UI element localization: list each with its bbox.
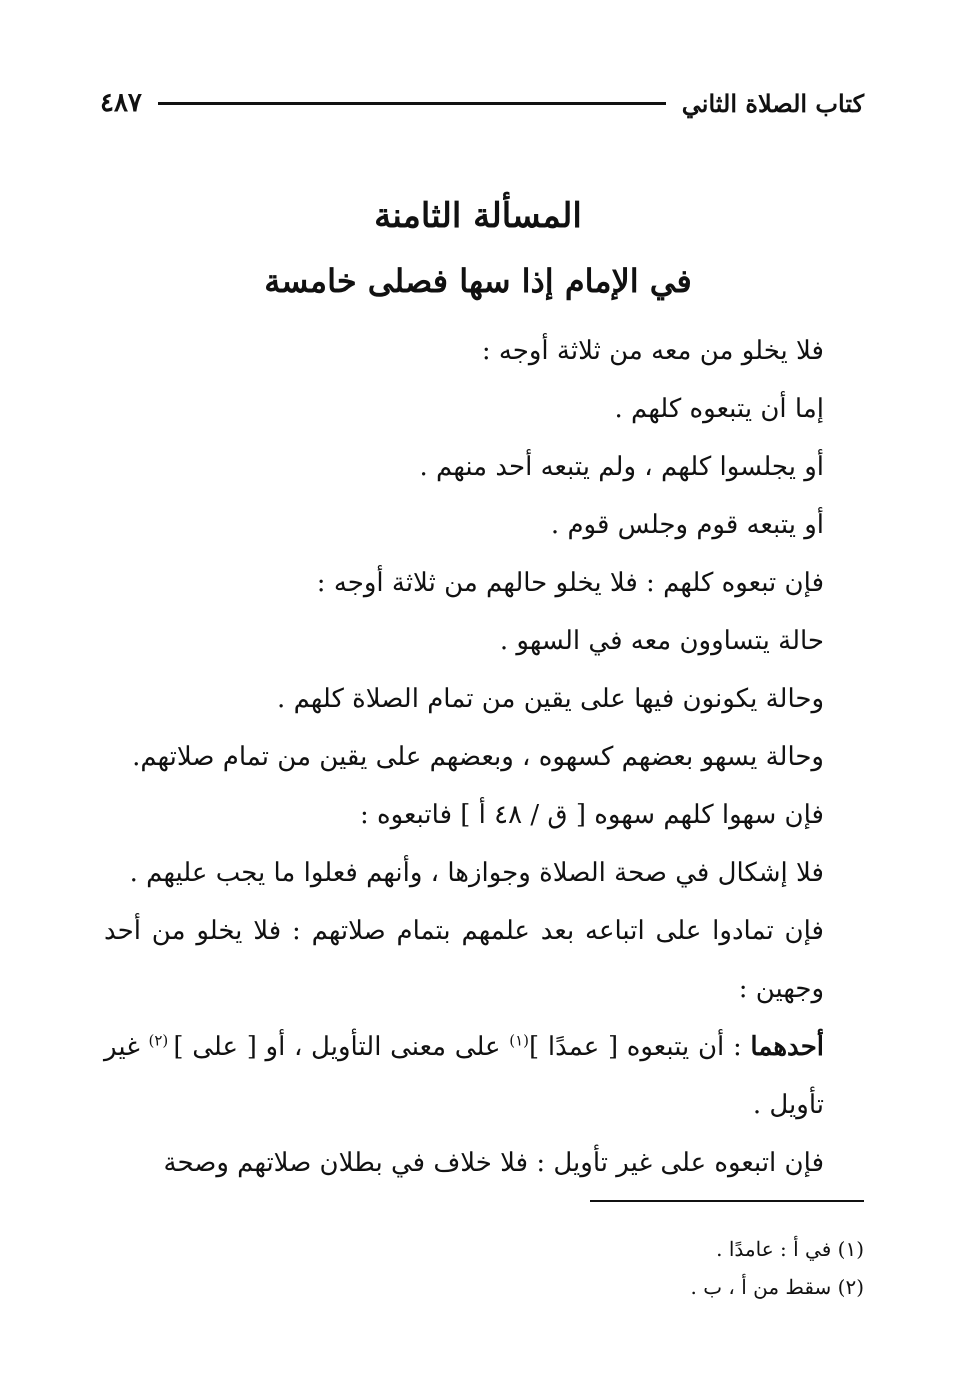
paragraph-part: على معنى التأويل ، أو [ على ] (173, 1032, 510, 1062)
paragraph-lead: أحدهما (750, 1032, 824, 1062)
paragraph: فإن تمادوا على اتباعه بعد علمهم بتمام صلاتهم : فلا يخلو من أحد وجهين : (104, 916, 824, 1004)
paragraph-part: : أن يتبعوه [ عمدًا ] (529, 1032, 751, 1062)
paragraph-ahaduhuma (104, 1018, 864, 1134)
paragraph: أو يجلسوا كلهم ، ولم يتبعه أحد منهم . (419, 452, 824, 482)
chapter-subtitle: في الإمام إذا سها فصلى خامسة (264, 262, 692, 300)
paragraph: فلا إشكال في صحة الصلاة وجوازها ، وأنهم فعلوا ما يجب عليهم . (129, 858, 824, 888)
page-header (100, 86, 864, 120)
footnote: (٢) سقط من أ ، ب . (690, 1275, 864, 1299)
paragraph: فلا يخلو من معه من ثلاثة أوجه : (481, 336, 824, 366)
paragraph: أو يتبعه قوم وجلس قوم . (550, 510, 824, 540)
paragraph: فإن تبعوه كلهم : فلا يخلو حالهم من ثلاثة أوجه : (316, 568, 824, 598)
chapter-title: المسألة الثامنة (374, 196, 582, 236)
paragraph: فإن سهوا كلهم سهوه [ ق / ٤٨ أ ] فاتبعوه : (359, 800, 824, 830)
paragraph: فإن اتبعوه على غير تأويل : فلا خلاف في بطلان صلاتهم وصحة (163, 1148, 824, 1178)
footnote-marker: (٢) (148, 1031, 174, 1050)
body-text (104, 322, 864, 1192)
footnote-separator (590, 1200, 864, 1202)
footnotes (104, 1230, 864, 1306)
footnote: (١) في أ : عامدًا . (716, 1237, 864, 1261)
page-number: ٤٨٧ (100, 88, 142, 118)
paragraph-part: غير تأويل . (104, 1032, 824, 1120)
running-book-title: كتاب الصلاة الثاني (681, 88, 864, 118)
header-rule (158, 102, 666, 105)
paragraph: وحالة يكونون فيها على يقين من تمام الصلاة كلهم . (277, 684, 824, 714)
paragraph: حالة يتساوون معه في السهو . (499, 626, 824, 656)
paragraph: وحالة يسهو بعضهم كسهوه ، وبعضهم على يقين من تمام صلاتهم. (132, 742, 824, 772)
paragraph: إما أن يتبعوه كلهم . (614, 394, 824, 424)
footnote-marker: (١) (509, 1031, 530, 1050)
